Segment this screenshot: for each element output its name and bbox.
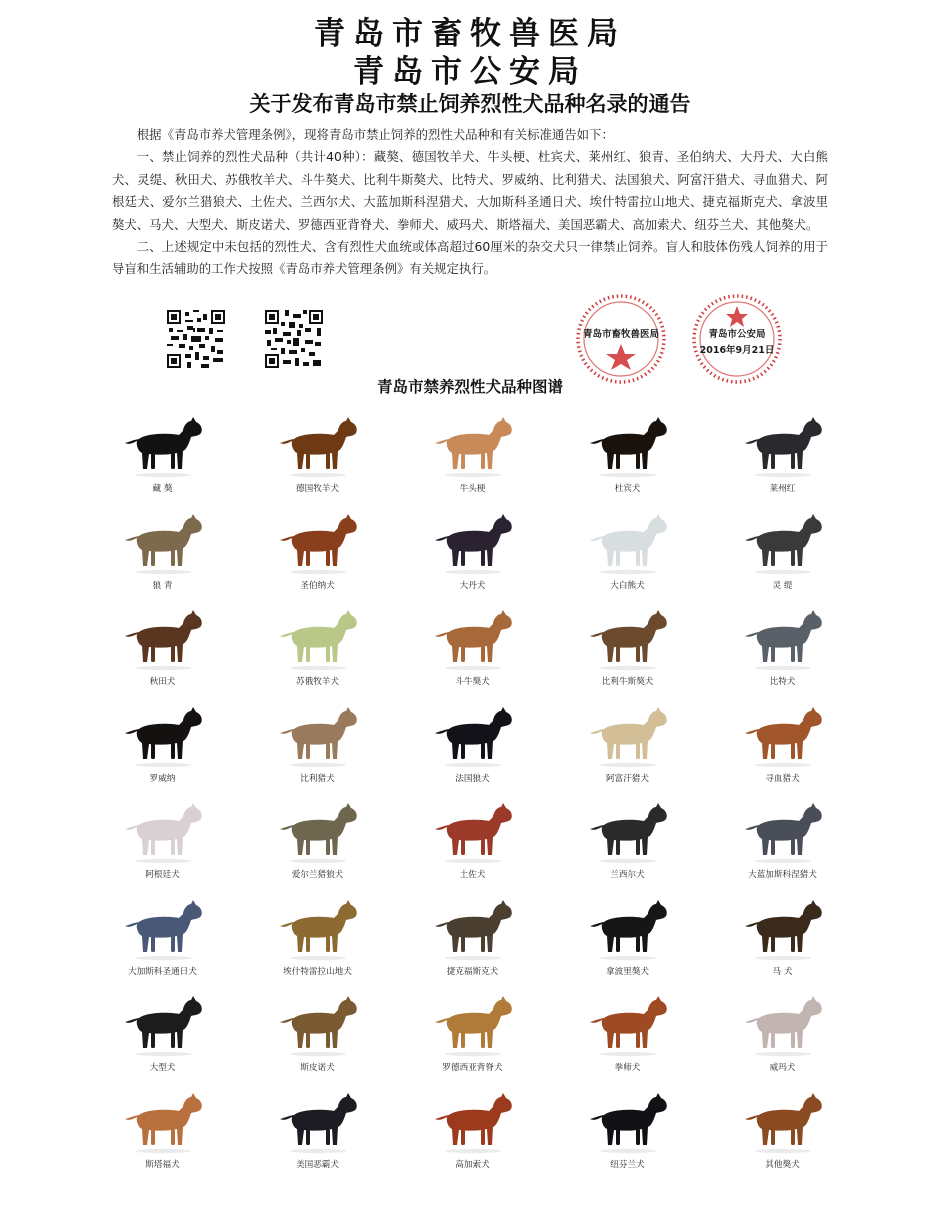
breed-card-18 [395, 693, 550, 789]
breed-name: 土佐犬 [459, 870, 486, 880]
dog-silhouette-icon [117, 795, 207, 867]
dog-silhouette-icon [272, 602, 362, 674]
breed-name: 狼 青 [152, 580, 173, 591]
breed-name: 阿根廷犬 [145, 870, 180, 880]
breed-card-33 [395, 982, 550, 1078]
breed-card-39 [550, 1079, 705, 1175]
dog-silhouette-icon [737, 892, 827, 964]
breed-card-8 [395, 500, 550, 596]
breed-name: 兰西尔犬 [610, 870, 645, 880]
dog-silhouette-icon [427, 506, 517, 578]
dog-silhouette-icon [117, 506, 207, 578]
breed-name: 藏 獒 [152, 484, 173, 494]
dog-silhouette-icon [737, 795, 827, 867]
breed-name: 斯皮诺犬 [300, 1063, 335, 1073]
breed-card-9 [550, 500, 705, 596]
breed-name: 法国狼犬 [455, 773, 490, 784]
breed-name: 比特犬 [769, 677, 796, 687]
breed-card-3 [395, 403, 550, 499]
notice-item-1: 一、禁止饲养的烈性犬品种（共计40种）：藏獒、德国牧羊犬、牛头梗、杜宾犬、莱州红、狼青、圣伯纳犬、大丹犬、大白熊犬、灵缇、秋田犬、苏俄牧羊犬、斗牛獒犬、比利牛斯獒犬、比特犬、罗威纳、比利猎犬、法国狼犬、阿富汗猎犬、寻血猎犬、阿根廷犬、爱尔兰猎狼犬、土佐犬、兰西尔犬、大蓝加斯科涅猎犬、大加斯科圣通日犬、埃什特雷拉山地犬、捷克福斯克犬、拿波里獒犬、马犬、大型犬、斯皮诺犬、罗德西亚背脊犬、拳师犬、威玛犬、斯塔福犬、美国恶霸犬、高加索犬、纽芬兰犬、其他獒犬。 [112, 149, 828, 232]
breed-name: 纽芬兰犬 [610, 1159, 645, 1170]
seal-1-name: 青岛市畜牧兽医局 [582, 329, 659, 340]
dog-silhouette-icon [117, 409, 207, 481]
breed-name: 莱州红 [769, 484, 796, 494]
dog-silhouette-icon [117, 602, 207, 674]
breed-name: 寻血猎犬 [765, 773, 800, 784]
breed-card-13 [395, 596, 550, 692]
breed-card-4 [550, 403, 705, 499]
breed-card-21 [85, 789, 240, 885]
breed-card-12 [240, 596, 395, 692]
dog-silhouette-icon [117, 988, 207, 1060]
notice-intro: 根据《青岛市养犬管理条例》，现将青岛市禁止饲养的烈性犬品种和有关标准通告如下： [136, 127, 614, 142]
breed-name: 大白熊犬 [610, 580, 645, 591]
breed-name: 高加索犬 [455, 1159, 490, 1170]
dog-silhouette-icon [737, 1085, 827, 1157]
dog-silhouette-icon [582, 602, 672, 674]
dog-silhouette-icon [582, 699, 672, 771]
breed-name: 牛头梗 [459, 484, 486, 494]
breed-card-40 [705, 1079, 860, 1175]
dog-silhouette-icon [737, 699, 827, 771]
breed-card-20 [705, 693, 860, 789]
breed-card-30 [705, 886, 860, 982]
dog-silhouette-icon [272, 409, 362, 481]
breed-name: 比利猎犬 [300, 773, 335, 784]
dog-silhouette-icon [582, 892, 672, 964]
breed-card-38 [395, 1079, 550, 1175]
breed-card-14 [550, 596, 705, 692]
gallery-title: 青岛市禁养烈性犬品种图谱 [376, 378, 563, 396]
dog-silhouette-icon [427, 699, 517, 771]
breed-name: 斗牛獒犬 [455, 677, 490, 687]
dog-silhouette-icon [427, 602, 517, 674]
breed-card-27 [240, 886, 395, 982]
dog-silhouette-icon [582, 506, 672, 578]
authority-title-livestock: 青岛市畜牧兽医局 [314, 16, 626, 52]
dog-silhouette-icon [737, 409, 827, 481]
dog-silhouette-icon [427, 795, 517, 867]
dog-silhouette-icon [272, 699, 362, 771]
breed-name: 威玛犬 [769, 1063, 796, 1073]
dog-silhouette-icon [737, 988, 827, 1060]
breed-name: 美国恶霸犬 [296, 1159, 339, 1170]
dog-silhouette-icon [582, 1085, 672, 1157]
breed-card-37 [240, 1079, 395, 1175]
breed-card-10 [705, 500, 860, 596]
dog-silhouette-icon [272, 506, 362, 578]
dog-silhouette-icon [117, 892, 207, 964]
breed-card-17 [240, 693, 395, 789]
dog-silhouette-icon [117, 699, 207, 771]
breed-card-16 [85, 693, 240, 789]
breed-card-15 [705, 596, 860, 692]
dog-silhouette-icon [272, 892, 362, 964]
breed-card-5 [705, 403, 860, 499]
breed-card-7 [240, 500, 395, 596]
breed-name: 德国牧羊犬 [296, 484, 339, 494]
breed-card-35 [705, 982, 860, 1078]
dog-silhouette-icon [272, 1085, 362, 1157]
breed-name: 阿富汗猎犬 [606, 773, 649, 784]
breed-card-31 [85, 982, 240, 1078]
notice-body [112, 124, 828, 281]
breed-name: 大丹犬 [459, 580, 486, 591]
breed-card-6 [85, 500, 240, 596]
dog-silhouette-icon [427, 988, 517, 1060]
breed-name: 拳师犬 [614, 1063, 641, 1073]
qr-code-graphic-1 [167, 310, 225, 368]
dog-silhouette-icon [737, 506, 827, 578]
breed-card-1 [85, 403, 240, 499]
breed-name: 其他獒犬 [765, 1159, 800, 1170]
breed-name: 大加斯科圣通日犬 [128, 966, 197, 977]
dog-silhouette-icon [427, 409, 517, 481]
dog-silhouette-icon [582, 988, 672, 1060]
qr-code-1 [167, 310, 225, 368]
breed-card-26 [85, 886, 240, 982]
official-seal-police [690, 292, 784, 386]
dog-silhouette-icon [427, 892, 517, 964]
breed-name: 灵 缇 [772, 580, 793, 591]
breed-name: 爱尔兰猎狼犬 [291, 870, 344, 880]
notice-title: 关于发布青岛市禁止饲养烈性犬品种名录的通告 [249, 92, 691, 116]
breed-card-34 [550, 982, 705, 1078]
breed-card-28 [395, 886, 550, 982]
breed-name: 捷克福斯克犬 [446, 966, 499, 977]
breed-card-2 [240, 403, 395, 499]
breed-name: 苏俄牧羊犬 [296, 677, 339, 687]
breed-gallery [85, 403, 860, 1178]
breed-name: 大蓝加斯科涅猎犬 [748, 870, 817, 880]
breed-card-19 [550, 693, 705, 789]
breed-card-24 [550, 789, 705, 885]
breed-name: 杜宾犬 [614, 484, 641, 494]
breed-card-22 [240, 789, 395, 885]
breed-name: 圣伯纳犬 [300, 580, 335, 591]
qr-code-2 [265, 310, 323, 368]
breed-name: 斯塔福犬 [145, 1159, 180, 1170]
breed-card-25 [705, 789, 860, 885]
breed-card-32 [240, 982, 395, 1078]
breed-name: 马 犬 [772, 966, 793, 977]
breed-name: 埃什特雷拉山地犬 [283, 966, 352, 977]
dog-silhouette-icon [272, 795, 362, 867]
breed-name: 比利牛斯獒犬 [601, 677, 654, 687]
breed-card-23 [395, 789, 550, 885]
breed-name: 罗威纳 [149, 773, 176, 784]
dog-silhouette-icon [117, 1085, 207, 1157]
breed-card-29 [550, 886, 705, 982]
dog-silhouette-icon [582, 409, 672, 481]
dog-silhouette-icon [737, 602, 827, 674]
seal-2-name: 青岛市公安局 [708, 329, 766, 340]
breed-name: 秋田犬 [149, 677, 176, 687]
authority-title-police: 青岛市公安局 [353, 54, 587, 90]
qr-code-graphic-2 [265, 310, 323, 368]
notice-item-2: 二、上述规定中未包括的烈性犬、含有烈性犬血统或体高超过60厘米的杂交犬只一律禁止饲养。盲人和肢体伤残人饲养的用于导盲和生活辅助的工作犬按照《青岛市养犬管理条例》有关规定执行。 [112, 239, 828, 277]
official-seal-livestock [574, 292, 668, 386]
breed-name: 拿波里獒犬 [606, 966, 649, 977]
dog-silhouette-icon [427, 1085, 517, 1157]
dog-silhouette-icon [582, 795, 672, 867]
breed-name: 大型犬 [149, 1063, 176, 1073]
notice-date: 2016年9月21日 [699, 345, 775, 356]
breed-name: 罗德西亚背脊犬 [442, 1063, 503, 1073]
dog-silhouette-icon [272, 988, 362, 1060]
breed-card-11 [85, 596, 240, 692]
breed-card-36 [85, 1079, 240, 1175]
